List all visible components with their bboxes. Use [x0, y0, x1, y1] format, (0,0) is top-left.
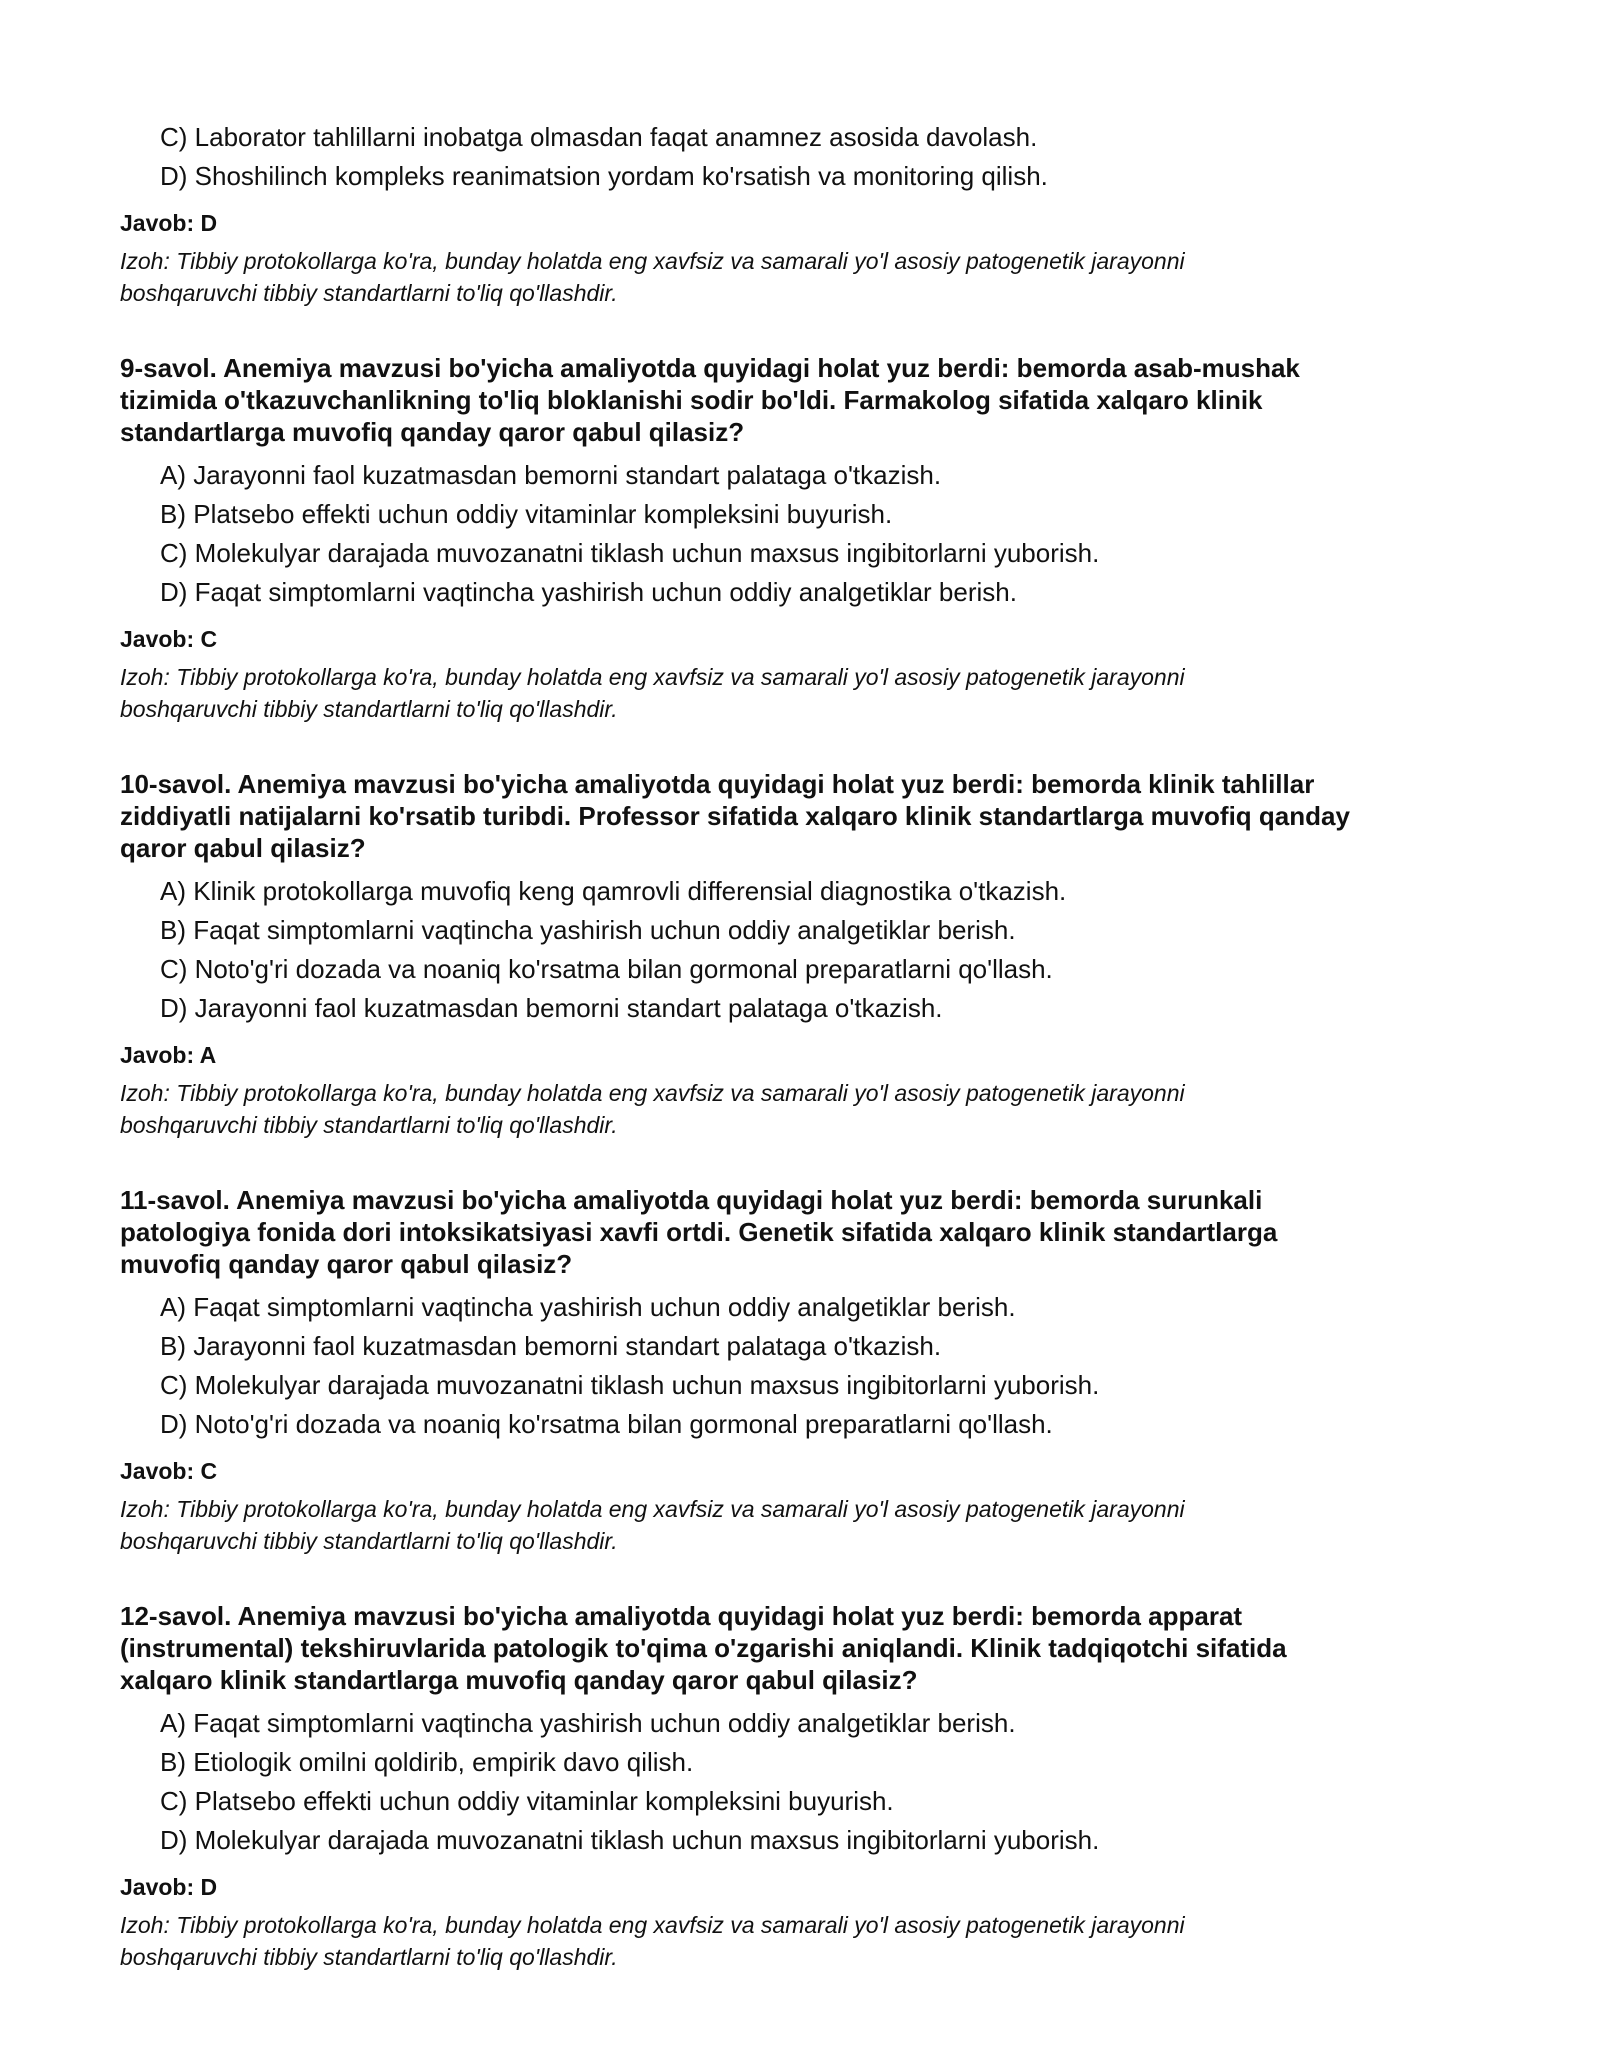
option-a: A) Faqat simptomlarni vaqtincha yashirish uchun oddiy analgetiklar berish. [160, 1292, 1016, 1322]
option-d: D) Noto'g'ri dozada va noaniq ko'rsatma bilan gormonal preparatlarni qo'llash. [160, 1409, 1053, 1439]
question-line: 10-savol. Anemiya mavzusi bo'yicha amaliyotda quyidagi holat yuz berdi: bemorda klinik tahlillar [120, 769, 1315, 799]
question-line: patologiya fonida dori intoksikatsiyasi xavfi ortdi. Genetik sifatida xalqaro klinik standartlarga [120, 1217, 1278, 1247]
answer-label: Javob: D [120, 1874, 218, 1900]
option-c: C) Platsebo effekti uchun oddiy vitaminlar kompleksini buyurish. [160, 1786, 894, 1816]
question-10 [120, 768, 1490, 1141]
question-line: ziddiyatli natijalarni ko'rsatib turibdi. Professor sifatida xalqaro klinik standartlarga muvofiq qanday [120, 801, 1350, 831]
option-d: D) Jarayonni faol kuzatmasdan bemorni standart palataga o'tkazish. [160, 993, 943, 1023]
answer-label: Javob: C [120, 1458, 218, 1484]
explanation-line: Izoh: Tibbiy protokollarga ko'ra, bunday holatda eng xavfsiz va samarali yo'l asosiy patogenetik jarayonni [120, 1080, 1185, 1106]
option-b: B) Platsebo effekti uchun oddiy vitaminlar kompleksini buyurish. [160, 499, 893, 529]
option-d: D) Molekulyar darajada muvozanatni tiklash uchun maxsus ingibitorlarni yuborish. [160, 1825, 1100, 1855]
option-c: C) Laborator tahlillarni inobatga olmasdan faqat anamnez asosida davolash. [160, 122, 1038, 152]
explanation-line: boshqaruvchi tibbiy standartlarni to'liq qo'llashdir. [120, 1112, 618, 1138]
question-11 [120, 1184, 1490, 1557]
question-line: 11-savol. Anemiya mavzusi bo'yicha amaliyotda quyidagi holat yuz berdi: bemorda surunkali [120, 1185, 1263, 1215]
option-a: A) Klinik protokollarga muvofiq keng qamrovli differensial diagnostika o'tkazish. [160, 876, 1067, 906]
explanation-line: Izoh: Tibbiy protokollarga ko'ra, bunday holatda eng xavfsiz va samarali yo'l asosiy patogenetik jarayonni [120, 1496, 1185, 1522]
option-c: C) Molekulyar darajada muvozanatni tiklash uchun maxsus ingibitorlarni yuborish. [160, 1370, 1100, 1400]
question-text [120, 1600, 1490, 1696]
question-line: standartlarga muvofiq qanday qaror qabul qilasiz? [120, 417, 745, 447]
question-line: (instrumental) tekshiruvlarida patologik to'qima o'zgarishi aniqlandi. Klinik tadqiqotchi sifatida [120, 1633, 1287, 1663]
answer-label: Javob: A [120, 1042, 217, 1068]
option-c: C) Noto'g'ri dozada va noaniq ko'rsatma bilan gormonal preparatlarni qo'llash. [160, 954, 1053, 984]
question-8-tail [120, 118, 1490, 309]
question-line: qaror qabul qilasiz? [120, 833, 366, 863]
explanation-line: boshqaruvchi tibbiy standartlarni to'liq qo'llashdir. [120, 1944, 618, 1970]
answer-label: Javob: D [120, 210, 218, 236]
question-line: 9-savol. Anemiya mavzusi bo'yicha amaliyotda quyidagi holat yuz berdi: bemorda asab-mushak [120, 353, 1300, 383]
explanation-line: Izoh: Tibbiy protokollarga ko'ra, bunday holatda eng xavfsiz va samarali yo'l asosiy patogenetik jarayonni [120, 248, 1185, 274]
question-line: tizimida o'tkazuvchanlikning to'liq bloklanishi sodir bo'ldi. Farmakolog sifatida xalqaro klinik [120, 385, 1263, 415]
explanation-line: boshqaruvchi tibbiy standartlarni to'liq qo'llashdir. [120, 696, 618, 722]
option-b: B) Etiologik omilni qoldirib, empirik davo qilish. [160, 1747, 694, 1777]
option-b: B) Jarayonni faol kuzatmasdan bemorni standart palataga o'tkazish. [160, 1331, 942, 1361]
option-d: D) Shoshilinch kompleks reanimatsion yordam ko'rsatish va monitoring qilish. [160, 161, 1048, 191]
option-a: A) Faqat simptomlarni vaqtincha yashirish uchun oddiy analgetiklar berish. [160, 1708, 1016, 1738]
question-text [120, 768, 1490, 864]
option-b: B) Faqat simptomlarni vaqtincha yashirish uchun oddiy analgetiklar berish. [160, 915, 1016, 945]
question-text [120, 1184, 1490, 1280]
explanation-line: boshqaruvchi tibbiy standartlarni to'liq qo'llashdir. [120, 280, 618, 306]
option-a: A) Jarayonni faol kuzatmasdan bemorni standart palataga o'tkazish. [160, 460, 942, 490]
question-line: 12-savol. Anemiya mavzusi bo'yicha amaliyotda quyidagi holat yuz berdi: bemorda apparat [120, 1601, 1243, 1631]
question-12 [120, 1600, 1490, 1973]
answer-label: Javob: C [120, 626, 218, 652]
question-line: muvofiq qanday qaror qabul qilasiz? [120, 1249, 573, 1279]
explanation-line: boshqaruvchi tibbiy standartlarni to'liq qo'llashdir. [120, 1528, 618, 1554]
explanation-line: Izoh: Tibbiy protokollarga ko'ra, bunday holatda eng xavfsiz va samarali yo'l asosiy patogenetik jarayonni [120, 664, 1185, 690]
question-line: xalqaro klinik standartlarga muvofiq qanday qaror qabul qilasiz? [120, 1665, 918, 1695]
option-c: C) Molekulyar darajada muvozanatni tiklash uchun maxsus ingibitorlarni yuborish. [160, 538, 1100, 568]
document-page [120, 118, 1490, 1973]
explanation-line: Izoh: Tibbiy protokollarga ko'ra, bunday holatda eng xavfsiz va samarali yo'l asosiy patogenetik jarayonni [120, 1912, 1185, 1938]
question-text [120, 352, 1490, 448]
question-9 [120, 352, 1490, 725]
option-d: D) Faqat simptomlarni vaqtincha yashirish uchun oddiy analgetiklar berish. [160, 577, 1017, 607]
